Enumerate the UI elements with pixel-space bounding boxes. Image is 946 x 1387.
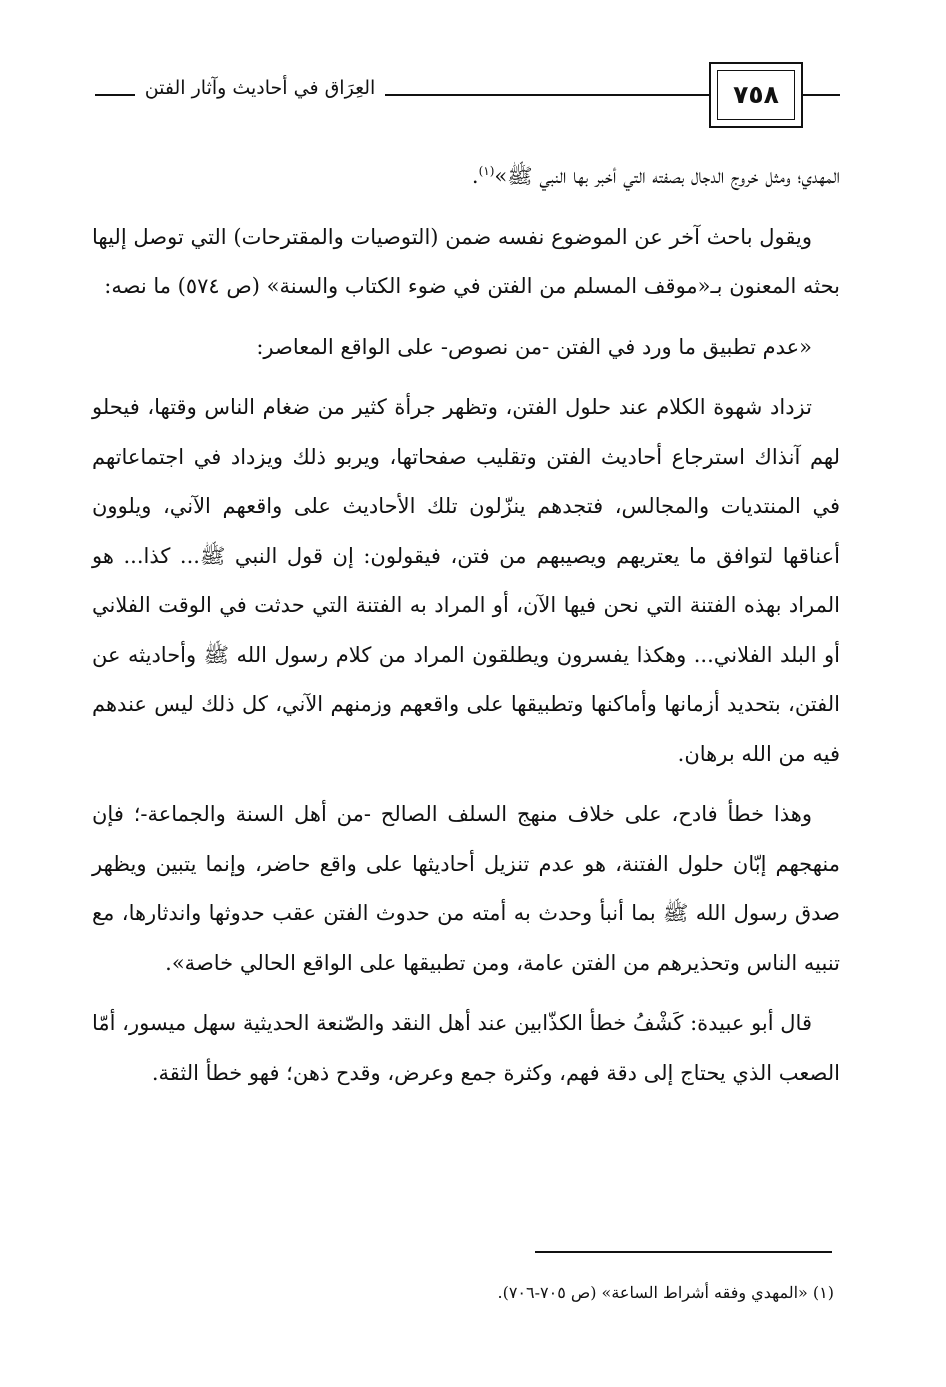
footnote: (١) «المهدي وفقه أشراط الساعة» (ص ٧٠٥-٧٠٦). [497,1283,834,1302]
paragraph: المهدي؛ ومثل خروج الدجال بصفته التي أخبر بها النبي ﷺ»$^{(١)}$. [471,164,840,188]
paragraph: تزداد شهوة الكلام عند حلول الفتن، وتظهر جرأة كثير من ضغام الناس وقتها، فيحلو لهم آنذاك استرجاع أحاديث الفتن وتقليب صفحاتها، ويربو ذلك ويزداد في اجتماعاتهم في المنتديات والمجالس، فتجدهم ينزّلون تلك الأحاديث على واقعهم الآني، ويلوون أعناقها لتوافق ما يعتريهم ويصيبهم من فتن، فيقولون: إن قول النبي ﷺ... كذا... هو المراد بهذه الفتنة التي نحن فيها الآن، أو المراد به الفتنة التي حدثت في الوقت الفلاني أو البلد الفلاني... وهكذا يفسرون ويطلقون المراد من كلام رسول الله ﷺ وأحاديثه عن الفتن، بتحديد أزمانها وأماكنها وتطبيقها على واقعهم وزمنهم الآني، كل ذلك ليس عندهم فيه من الله برهان. [92,395,840,766]
paragraph: ويقول باحث آخر عن الموضوع نفسه ضمن (التوصيات والمقترحات) التي توصل إليها بحثه المعنون بـ«موقف المسلم من الفتن في ضوء الكتاب والسنة» (ص ٥٧٤) ما نصه: [92,224,840,298]
page-number-box [709,62,803,128]
footnote-marker: (١) [478,164,495,178]
running-title: العِرَاق في أحاديث وآثار الفتن [135,68,385,108]
page-number: ٧٥٨ [717,70,795,120]
paragraph: قال أبو عبيدة: كَشْفُ خطأ الكذّابين عند أهل النقد والصّنعة الحديثية سهل ميسور، أمّا الصعب الذي يحتاج إلى دقة فهم، وكثرة جمع وعرض، وقدح ذهن؛ فهو خطأ الثقة. [92,1011,840,1085]
footnote-divider [535,1251,832,1253]
paragraph: وهذا خطأ فادح، على خلاف منهج السلف الصالح -من أهل السنة والجماعة-؛ فإن منهجهم إبّان حلول الفتنة، هو عدم تنزيل أحاديثها على واقع حاضر، وإنما يتبين ويظهر صدق رسول الله ﷺ بما أنبأ وحدث به أمته من حدوث الفتن عقب حدوثها واندثارها، مع تنبيه الناس وتحذيرهم من الفتن عامة، ومن تطبيقها على الواقع الحالي خاصة». [92,802,840,975]
page-header [95,62,840,132]
paragraph: «عدم تطبيق ما ورد في الفتن -من نصوص- على الواقع المعاصر: [256,334,812,359]
main-text [92,147,840,1109]
